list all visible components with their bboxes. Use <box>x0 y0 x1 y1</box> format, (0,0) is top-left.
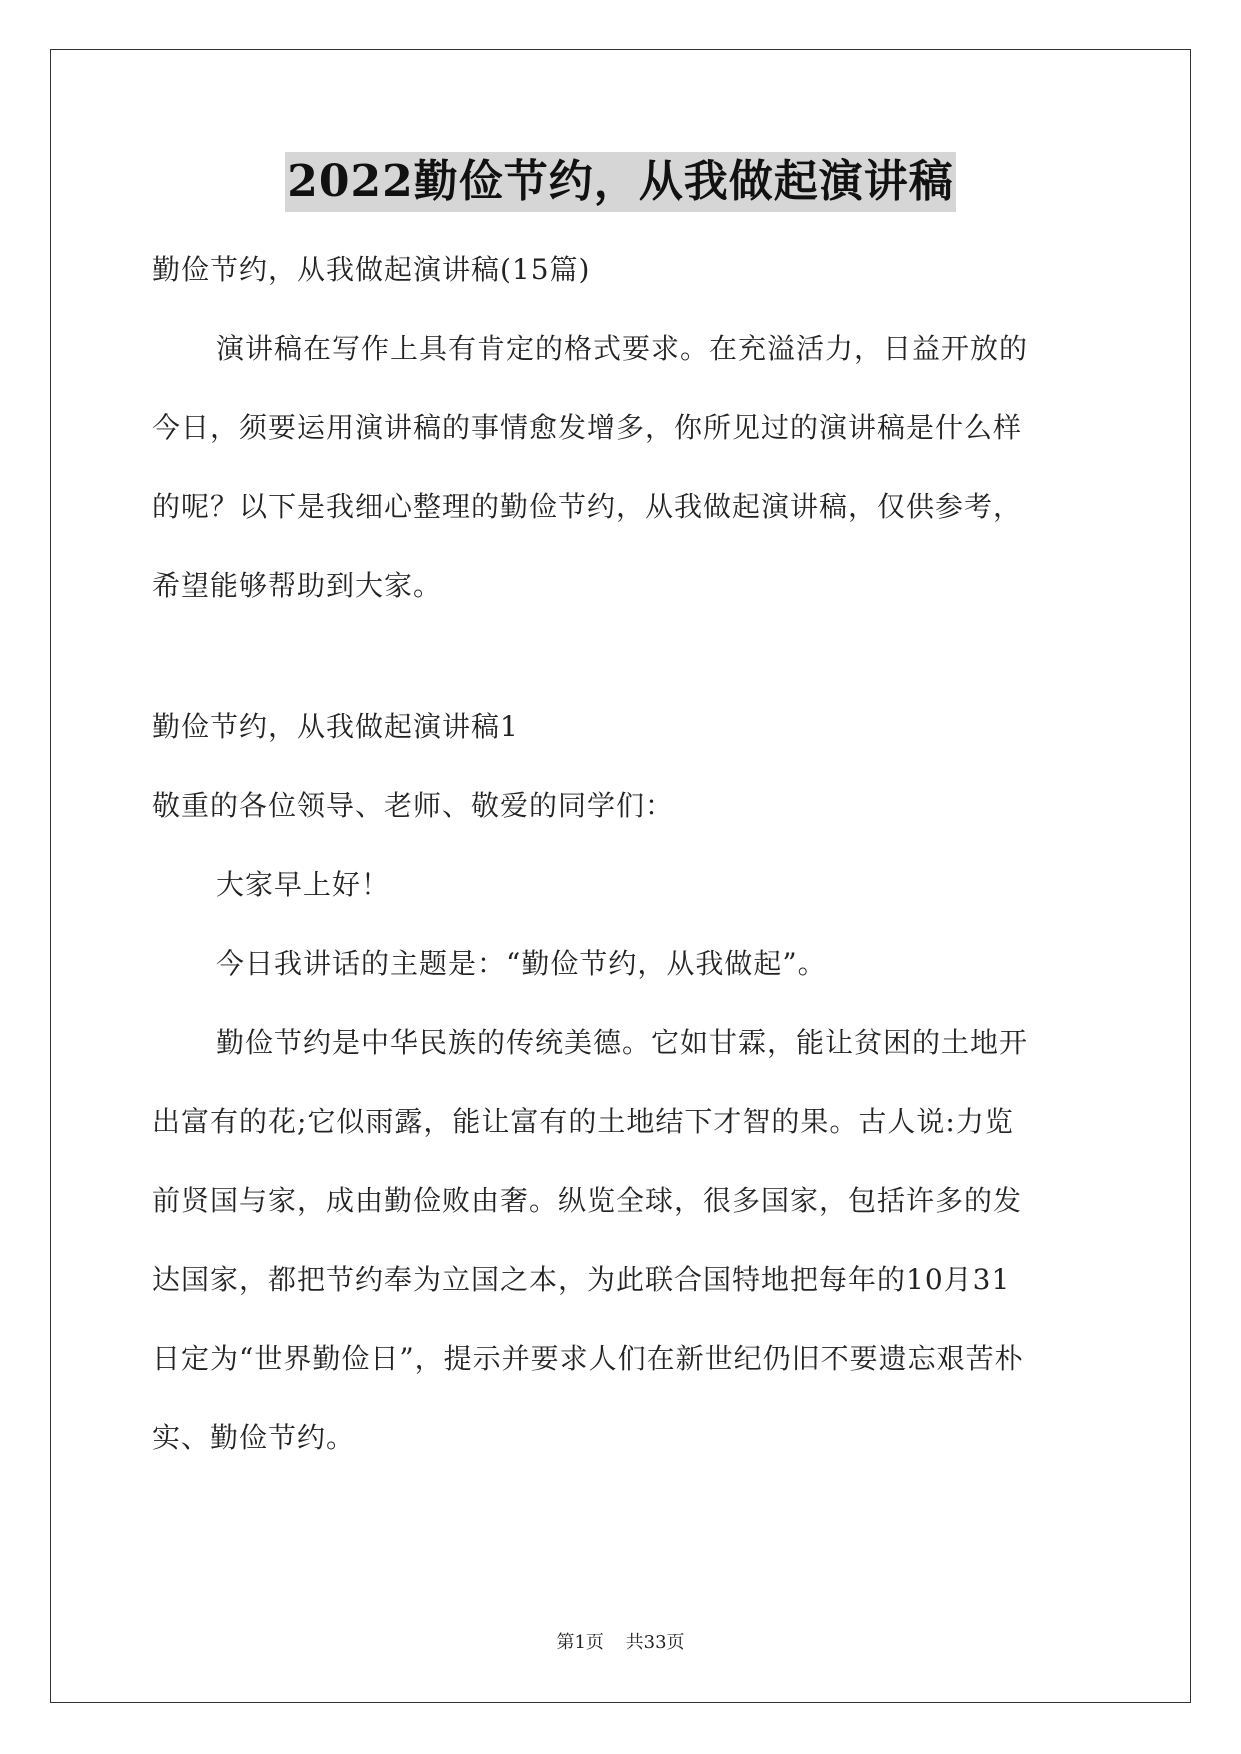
body-line: 前贤国与家，成由勤俭败由奢。纵览全球，很多国家，包括许多的发 <box>152 1184 1023 1217</box>
spacer <box>152 625 1088 687</box>
document-body <box>152 230 1088 1477</box>
topic-line: 今日我讲话的主题是：“勤俭节约，从我做起”。 <box>216 947 827 980</box>
page-number: 第1页 <box>556 1632 604 1653</box>
body-line: 勤俭节约是中华民族的传统美德。它如甘霖，能让贫困的土地开 <box>216 1026 1029 1059</box>
page-total: 共33页 <box>625 1632 685 1653</box>
title-container <box>0 152 1241 212</box>
document-subtitle: 勤俭节约，从我做起演讲稿(15篇) <box>152 253 591 286</box>
body-line: 达国家，都把节约奉为立国之本，为此联合国特地把每年的10月31 <box>152 1263 1011 1296</box>
page-footer <box>0 1628 1241 1654</box>
intro-line: 今日，须要运用演讲稿的事情愈发增多，你所见过的演讲稿是什么样 <box>152 411 1023 444</box>
body-line: 日定为“世界勤俭日”，提示并要求人们在新世纪仍旧不要遗忘艰苦朴 <box>152 1342 1024 1375</box>
document-title: 2022勤俭节约，从我做起演讲稿 <box>285 152 955 212</box>
body-line: 出富有的花;它似雨露，能让富有的土地结下才智的果。古人说:力览 <box>152 1105 1014 1138</box>
intro-line: 演讲稿在写作上具有肯定的格式要求。在充溢活力，日益开放的 <box>216 332 1029 365</box>
intro-line: 希望能够帮助到大家。 <box>152 569 443 602</box>
salutation: 敬重的各位领导、老师、敬爱的同学们： <box>152 789 675 822</box>
section-heading: 勤俭节约，从我做起演讲稿1 <box>152 710 519 743</box>
greeting: 大家早上好！ <box>216 868 391 901</box>
body-line: 实、勤俭节约。 <box>152 1421 356 1454</box>
intro-line: 的呢？以下是我细心整理的勤俭节约，从我做起演讲稿，仅供参考， <box>152 490 1023 523</box>
